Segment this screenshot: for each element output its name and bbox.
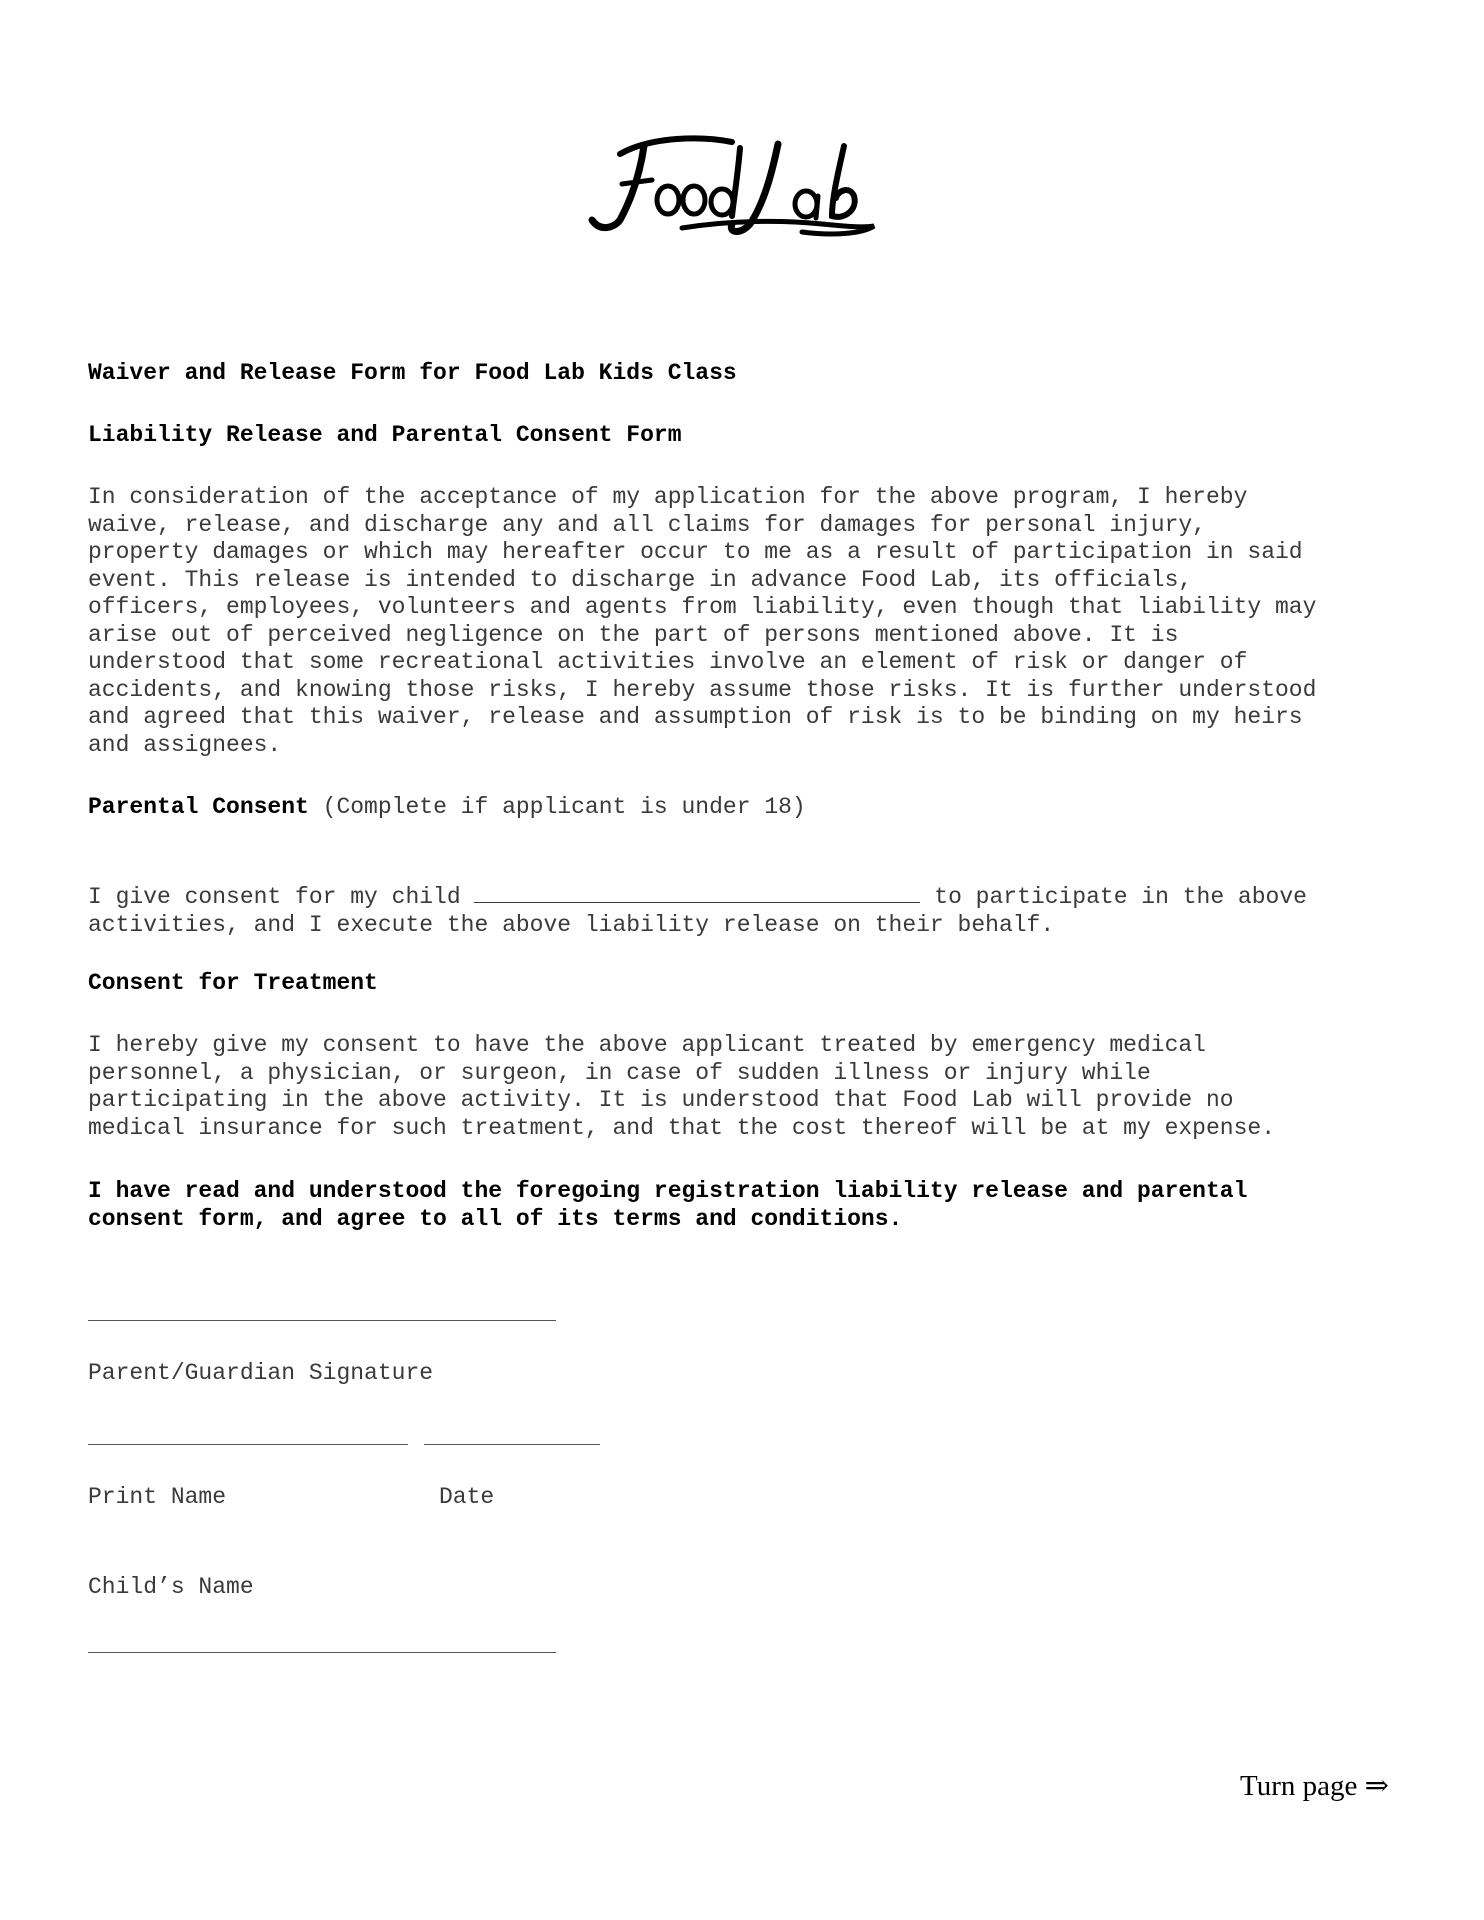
agreement-line: I have read and understood the foregoing registration liability release and parental	[88, 1178, 1248, 1204]
guardian-signature-label: Parent/Guardian Signature	[88, 1360, 434, 1386]
child-consent-line-2: activities, and I execute the above liability release on their behalf.	[88, 911, 1055, 938]
date-line[interactable]	[424, 1444, 600, 1445]
paragraph-line: event. This release is intended to discharge in advance Food Lab, its officials,	[88, 566, 1193, 593]
date-label: Date	[439, 1484, 495, 1510]
paragraph-line: accidents, and knowing those risks, I hereby assume those risks. It is further understood	[88, 676, 1317, 703]
agreement-line: consent form, and agree to all of its terms and conditions.	[88, 1205, 903, 1232]
treatment-paragraph	[88, 1032, 1408, 1142]
print-name-line[interactable]	[88, 1444, 408, 1445]
paragraph-line: medical insurance for such treatment, and that the cost thereof will be at my expense.	[88, 1114, 1275, 1141]
turn-page-note: Turn page ⇒	[1240, 1770, 1389, 1802]
paragraph-line: understood that some recreational activities involve an element of risk or danger of	[88, 649, 1248, 675]
paragraph-line: In consideration of the acceptance of my application for the above program, I hereby	[88, 484, 1248, 510]
form-subtitle: Liability Release and Parental Consent Form	[88, 422, 682, 448]
paragraph-line: personnel, a physician, or surgeon, in case of sudden illness or injury while	[88, 1059, 1151, 1086]
paragraph-line: I hereby give my consent to have the above applicant treated by emergency medical	[88, 1032, 1206, 1058]
paragraph-line: waive, release, and discharge any and all claims for damages for personal injury,	[88, 511, 1206, 538]
paragraph-line: and agreed that this waiver, release and assumption of risk is to be binding on my heirs	[88, 704, 1303, 730]
food-lab-logo-icon	[582, 128, 882, 246]
food-lab-logo	[582, 128, 882, 246]
paragraph-line: arise out of perceived negligence on the part of persons mentioned above. It is	[88, 621, 1179, 648]
child-name-line[interactable]	[88, 1652, 556, 1653]
child-name-blank[interactable]	[474, 882, 920, 903]
child-name-label: Child’s Name	[88, 1574, 254, 1600]
paragraph-line: officers, employees, volunteers and agents from liability, even though that liability may	[88, 594, 1317, 620]
agreement-statement	[88, 1178, 1408, 1233]
treatment-heading: Consent for Treatment	[88, 970, 378, 996]
parental-consent-heading-line	[88, 794, 806, 822]
parental-consent-note: (Complete if applicant is under 18)	[308, 794, 806, 820]
guardian-signature-line[interactable]	[88, 1320, 556, 1321]
paragraph-line: participating in the above activity. It is understood that Food Lab will provide no	[88, 1087, 1234, 1113]
child-consent-line: I give consent for my child to participate in the above	[88, 884, 1307, 910]
paragraph-line: property damages or which may hereafter occur to me as a result of participation in said	[88, 539, 1303, 565]
print-name-label: Print Name	[88, 1484, 227, 1510]
release-paragraph	[88, 484, 1408, 759]
parental-consent-heading: Parental Consent	[88, 794, 309, 820]
child-consent-paragraph	[88, 882, 1408, 939]
paragraph-line: and assignees.	[88, 731, 282, 758]
form-title: Waiver and Release Form for Food Lab Kids Class	[88, 360, 737, 386]
